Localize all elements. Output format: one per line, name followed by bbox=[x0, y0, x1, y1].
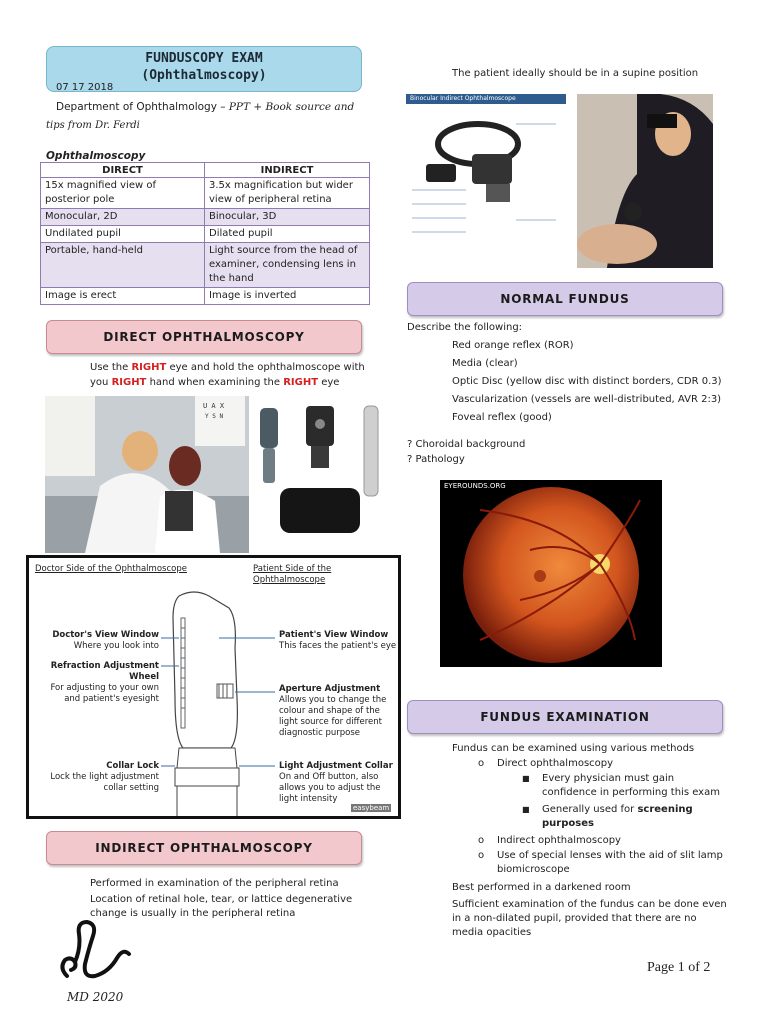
signature-md: MD 2020 bbox=[67, 990, 124, 1004]
direct-instruction: Use the RIGHT eye and hold the ophthalmoscope with you RIGHT hand when examining the RIGHT eye bbox=[90, 362, 365, 388]
table-row bbox=[41, 226, 370, 243]
list-item: Red orange reflex (ROR) bbox=[452, 340, 574, 351]
table-cell: Undilated pupil bbox=[41, 226, 205, 243]
comparison-table bbox=[40, 162, 370, 305]
light-collar-label: Light Adjustment Collar On and Off button, also allows you to adjust the light intensity bbox=[279, 761, 393, 804]
refraction-wheel-label: Refraction Adjustment Wheel For adjusting to your own and patient's eyesight bbox=[50, 661, 159, 704]
direct-ophthalmoscopy-header: DIRECT OPHTHALMOSCOPY bbox=[46, 320, 362, 354]
list-item: Vascularization (vessels are well-distributed, AVR 2:3) bbox=[452, 394, 722, 405]
patient-side-label: Patient Side of the Ophthalmoscope bbox=[253, 564, 332, 585]
diagram-arrows bbox=[29, 558, 398, 816]
ophthalmoscope-equipment-image bbox=[256, 398, 396, 543]
table-cell: 15x magnified view of posterior pole bbox=[41, 178, 205, 209]
list-item: Foveal reflex (good) bbox=[452, 412, 552, 423]
list-item: Media (clear) bbox=[452, 358, 518, 369]
date: 07 17 2018 bbox=[56, 82, 114, 93]
title-line2: (Ophthalmoscopy) bbox=[141, 68, 267, 83]
exam-method-3: o Use of special lenses with the aid of slit lamp biomicroscope bbox=[478, 850, 723, 875]
table-cell: Monocular, 2D bbox=[41, 209, 205, 226]
table-row bbox=[41, 209, 370, 226]
svg-text:U A X: U A X bbox=[203, 402, 225, 410]
binocular-ophthalmoscope-image bbox=[406, 94, 566, 268]
department-source: PPT + Book source and bbox=[228, 101, 355, 113]
doctor-side-label: Doctor Side of the Ophthalmoscope bbox=[35, 564, 187, 574]
department-line bbox=[56, 101, 354, 113]
normal-intro: Describe the following: bbox=[407, 322, 523, 333]
table-row bbox=[41, 178, 370, 209]
normal-fundus-header: NORMAL FUNDUS bbox=[407, 282, 723, 316]
exam-p2: Sufficient examination of the fundus can be done even in a non-dilated pupil, provided that there are no media opacities bbox=[452, 899, 727, 938]
table-cell: Light source from the head of examiner, condensing lens in the hand bbox=[205, 243, 370, 288]
ophthalmoscopy-label: Ophthalmoscopy bbox=[46, 150, 146, 162]
table-header-direct: DIRECT bbox=[41, 163, 205, 178]
fundus-watermark: EYEROUNDS.ORG bbox=[444, 482, 506, 490]
table-header-indirect: INDIRECT bbox=[205, 163, 370, 178]
patient-view-window-label: Patient's View Window This faces the patient's eye bbox=[279, 630, 397, 651]
table-cell: Image is inverted bbox=[205, 288, 370, 305]
normal-fundus-list bbox=[452, 337, 752, 427]
signature-logo bbox=[55, 918, 135, 984]
indirect-ophthalmoscopy-header: INDIRECT OPHTHALMOSCOPY bbox=[46, 831, 362, 865]
pathology-question: ? Pathology bbox=[407, 454, 465, 465]
department-text: Department of Ophthalmology – bbox=[56, 101, 229, 113]
tips-line: tips from Dr. Ferdi bbox=[46, 120, 140, 131]
fundus-photo bbox=[440, 480, 662, 667]
exam-intro: Fundus can be examined using various methods bbox=[452, 743, 695, 754]
exam-bullet-2: ■ Generally used for screening purposes bbox=[522, 804, 693, 829]
collar-lock-label: Collar Lock Lock the light adjustment collar setting bbox=[50, 761, 159, 793]
title-line1: FUNDUSCOPY EXAM bbox=[145, 51, 263, 66]
doctor-view-window-label: Doctor's View Window Where you look into bbox=[52, 630, 159, 651]
indirect-p1: Performed in examination of the peripheral retina bbox=[90, 878, 339, 889]
table-cell: Portable, hand-held bbox=[41, 243, 205, 288]
table-cell: Binocular, 3D bbox=[205, 209, 370, 226]
indirect-p2: Location of retinal hole, tear, or lattice degenerative change is usually in the peripheral retina bbox=[90, 894, 353, 919]
table-cell: 3.5x magnification but wider view of peripheral retina bbox=[205, 178, 370, 209]
ophthalmoscope-diagram bbox=[26, 555, 401, 819]
binocular-image-title: Binocular Indirect Ophthalmoscope bbox=[406, 94, 566, 104]
table-cell: Image is erect bbox=[41, 288, 205, 305]
svg-text:Y S N: Y S N bbox=[205, 413, 224, 420]
exam-photo bbox=[45, 396, 249, 553]
diagram-watermark: easybeam bbox=[353, 804, 390, 812]
exam-bullet-1: ■ Every physician must gain confidence in performing this exam bbox=[522, 773, 720, 798]
exam-p1: Best performed in a darkened room bbox=[452, 882, 631, 893]
table-cell: Dilated pupil bbox=[205, 226, 370, 243]
list-item: Optic Disc (yellow disc with distinct borders, CDR 0.3) bbox=[452, 376, 722, 387]
choroidal-question: ? Choroidal background bbox=[407, 439, 526, 450]
indirect-exam-photo bbox=[577, 94, 713, 268]
aperture-adjustment-label: Aperture Adjustment Allows you to change the colour and shape of the light source for different diagnostic purpose bbox=[279, 684, 387, 738]
table-row bbox=[41, 288, 370, 305]
supine-note: The patient ideally should be in a supine position bbox=[452, 68, 699, 79]
page-number: Page 1 of 2 bbox=[647, 960, 711, 975]
table-row bbox=[41, 243, 370, 288]
fundus-examination-header: FUNDUS EXAMINATION bbox=[407, 700, 723, 734]
